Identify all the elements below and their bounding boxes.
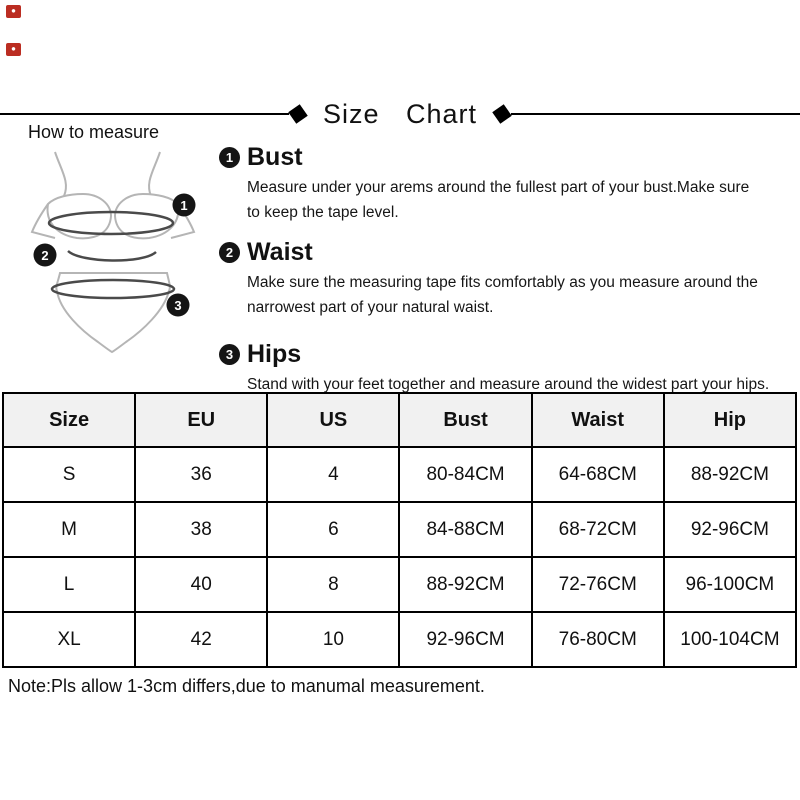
cell: 38: [135, 502, 267, 557]
divider-line: [511, 113, 800, 115]
cell: 96-100CM: [664, 557, 796, 612]
instruction-hips-text: Stand with your feet together and measure around the widest part your hips.: [247, 376, 770, 393]
svg-text:2: 2: [41, 248, 49, 263]
table-row-s: [3, 447, 796, 502]
instruction-hips-label: Hips: [247, 340, 302, 368]
instruction-waist: [219, 238, 797, 320]
waist-tape-line: [68, 251, 156, 261]
cell: M: [3, 502, 135, 557]
cell: XL: [3, 612, 135, 667]
instruction-waist-text: Make sure the measuring tape fits comfortably as you measure around the narrowest part of your natural waist.: [247, 274, 758, 316]
page-title: Size Chart: [322, 98, 478, 129]
instruction-waist-label: Waist: [247, 238, 313, 266]
marker-2: [34, 244, 57, 267]
bikini-bottom: [56, 273, 169, 352]
measure-instructions: [219, 143, 797, 410]
strap-line: [55, 152, 66, 196]
table-row-m: [3, 502, 796, 557]
marker-1: [173, 194, 196, 217]
number-1-icon: 1: [219, 147, 240, 168]
instruction-waist-heading: [219, 238, 797, 267]
cell: 40: [135, 557, 267, 612]
note-text: Note:Pls allow 1-3cm differs,due to manumal measurement.: [8, 676, 485, 696]
header-cell-hip: Hip: [664, 393, 796, 447]
cell: 8: [267, 557, 399, 612]
header-cell-bust: Bust: [399, 393, 531, 447]
cell: S: [3, 447, 135, 502]
svg-text:1: 1: [180, 198, 188, 213]
cell: 84-88CM: [399, 502, 531, 557]
header-cell-size: Size: [3, 393, 135, 447]
diamond-icon: [492, 104, 511, 123]
number-2-icon: 2: [219, 242, 240, 263]
cell: 10: [267, 612, 399, 667]
cell: 88-92CM: [399, 557, 531, 612]
cell: 68-72CM: [532, 502, 664, 557]
cell: 4: [267, 447, 399, 502]
bikini-measure-illustration: [15, 142, 215, 382]
diamond-icon: [288, 104, 307, 123]
cell: 76-80CM: [532, 612, 664, 667]
strap-line: [149, 152, 160, 196]
how-to-measure-heading: How to measure: [28, 122, 160, 142]
cell: L: [3, 557, 135, 612]
divider-line: [0, 113, 289, 115]
marker-3: [167, 294, 190, 317]
instruction-hips-heading: [219, 340, 797, 369]
size-table-header-row: [3, 393, 796, 447]
table-row-xl: [3, 612, 796, 667]
header-cell-waist: Waist: [532, 393, 664, 447]
size-table: [2, 392, 797, 668]
cell: 36: [135, 447, 267, 502]
instruction-bust-label: Bust: [247, 143, 303, 171]
instruction-bust-text: Measure under your arems around the fullest part of your bust.Make sure to keep the tape level.: [247, 179, 750, 221]
cell: 88-92CM: [664, 447, 796, 502]
cell: 6: [267, 502, 399, 557]
red-watermark-icon: [6, 5, 21, 18]
cell: 80-84CM: [399, 447, 531, 502]
instruction-hips: [219, 340, 797, 397]
cell: 42: [135, 612, 267, 667]
cell: 92-96CM: [399, 612, 531, 667]
instruction-bust: [219, 143, 797, 225]
header-cell-eu: EU: [135, 393, 267, 447]
cell: 100-104CM: [664, 612, 796, 667]
header-cell-us: US: [267, 393, 399, 447]
number-3-icon: 3: [219, 344, 240, 365]
svg-text:3: 3: [174, 298, 182, 313]
red-watermark-icon: [6, 43, 21, 56]
cell: 92-96CM: [664, 502, 796, 557]
table-row-l: [3, 557, 796, 612]
cell: 72-76CM: [532, 557, 664, 612]
cell: 64-68CM: [532, 447, 664, 502]
instruction-bust-heading: [219, 143, 797, 172]
